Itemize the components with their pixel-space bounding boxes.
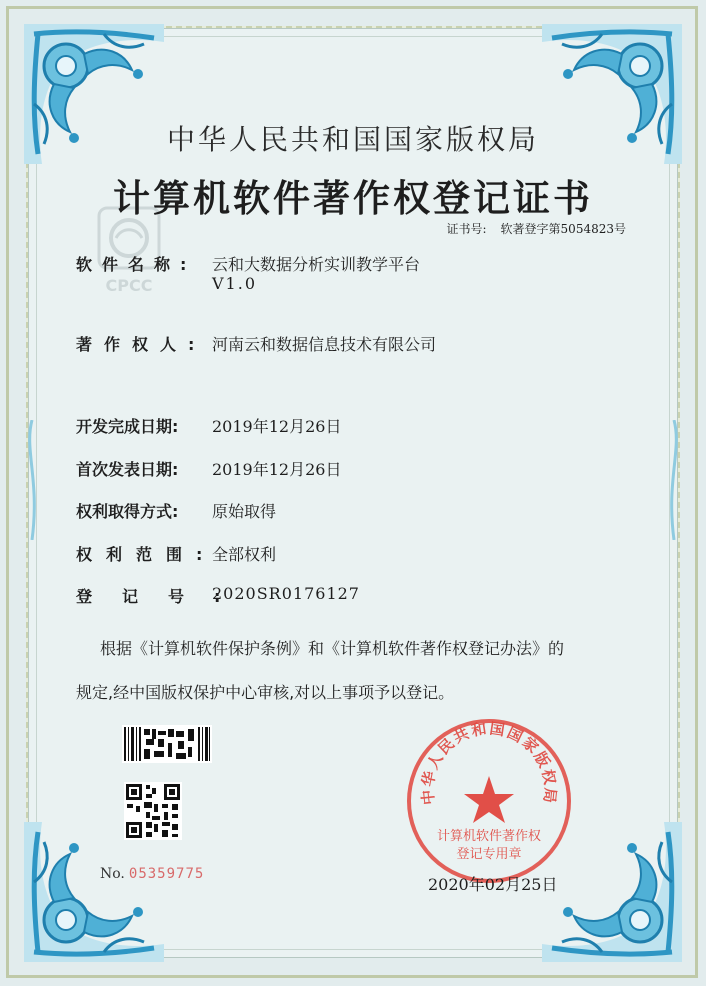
svg-text:CPCC: CPCC [105, 276, 153, 295]
cert-no-label: 证书号: [446, 222, 487, 236]
issuing-authority: 中华人民共和国国家版权局 [166, 123, 539, 156]
side-ornament-icon [22, 420, 42, 540]
owner-label: 著作权人: [76, 335, 207, 354]
seal-line-2: 登记专用章 [456, 847, 522, 862]
scope-value: 全部权利 [212, 545, 277, 564]
serial-number [100, 866, 204, 882]
official-seal [404, 716, 574, 886]
serial-prefix: No. [100, 866, 125, 882]
registration-value: 2020SR0176127 [212, 584, 360, 603]
owner-value: 河南云和数据信息技术有限公司 [212, 335, 437, 354]
seal-ring-text: 中华人民共和国国家版权局 [418, 719, 560, 806]
software-name-label: 软件名称: [76, 255, 197, 274]
barcode-icon [122, 725, 212, 763]
dev-date-label: 开发完成日期: [76, 417, 179, 436]
pub-date-label: 首次发表日期: [76, 460, 179, 479]
registration-label: 登记号: [76, 587, 251, 606]
issue-date: 2020年02月25日 [428, 875, 558, 894]
qr-code-icon [124, 782, 182, 840]
cert-no-value: 软著登字第5054823号 [500, 222, 626, 236]
certificate-number [447, 220, 627, 237]
statement-line-2: 规定,经中国版权保护中心审核,对以上事项予以登记。 [76, 683, 455, 702]
scope-label: 权利范围: [76, 545, 217, 564]
pub-date-value: 2019年12月26日 [212, 460, 342, 479]
seal-line-1: 计算机软件著作权 [436, 829, 542, 844]
certificate-title: 计算机软件著作权登记证书 [113, 177, 593, 220]
side-ornament-icon [664, 420, 684, 540]
acquisition-label: 权利取得方式: [76, 502, 179, 521]
statement-line-1: 根据《计算机软件保护条例》和《计算机软件著作权登记办法》的 [100, 639, 565, 658]
serial-value: 05359775 [128, 866, 205, 882]
seal-star-icon [464, 776, 514, 823]
software-version: V1.0 [212, 274, 257, 293]
software-name-value: 云和大数据分析实训教学平台 [212, 255, 421, 274]
dev-date-value: 2019年12月26日 [212, 417, 342, 436]
corner-ornament-icon [14, 822, 164, 972]
acquisition-value: 原始取得 [212, 502, 277, 521]
